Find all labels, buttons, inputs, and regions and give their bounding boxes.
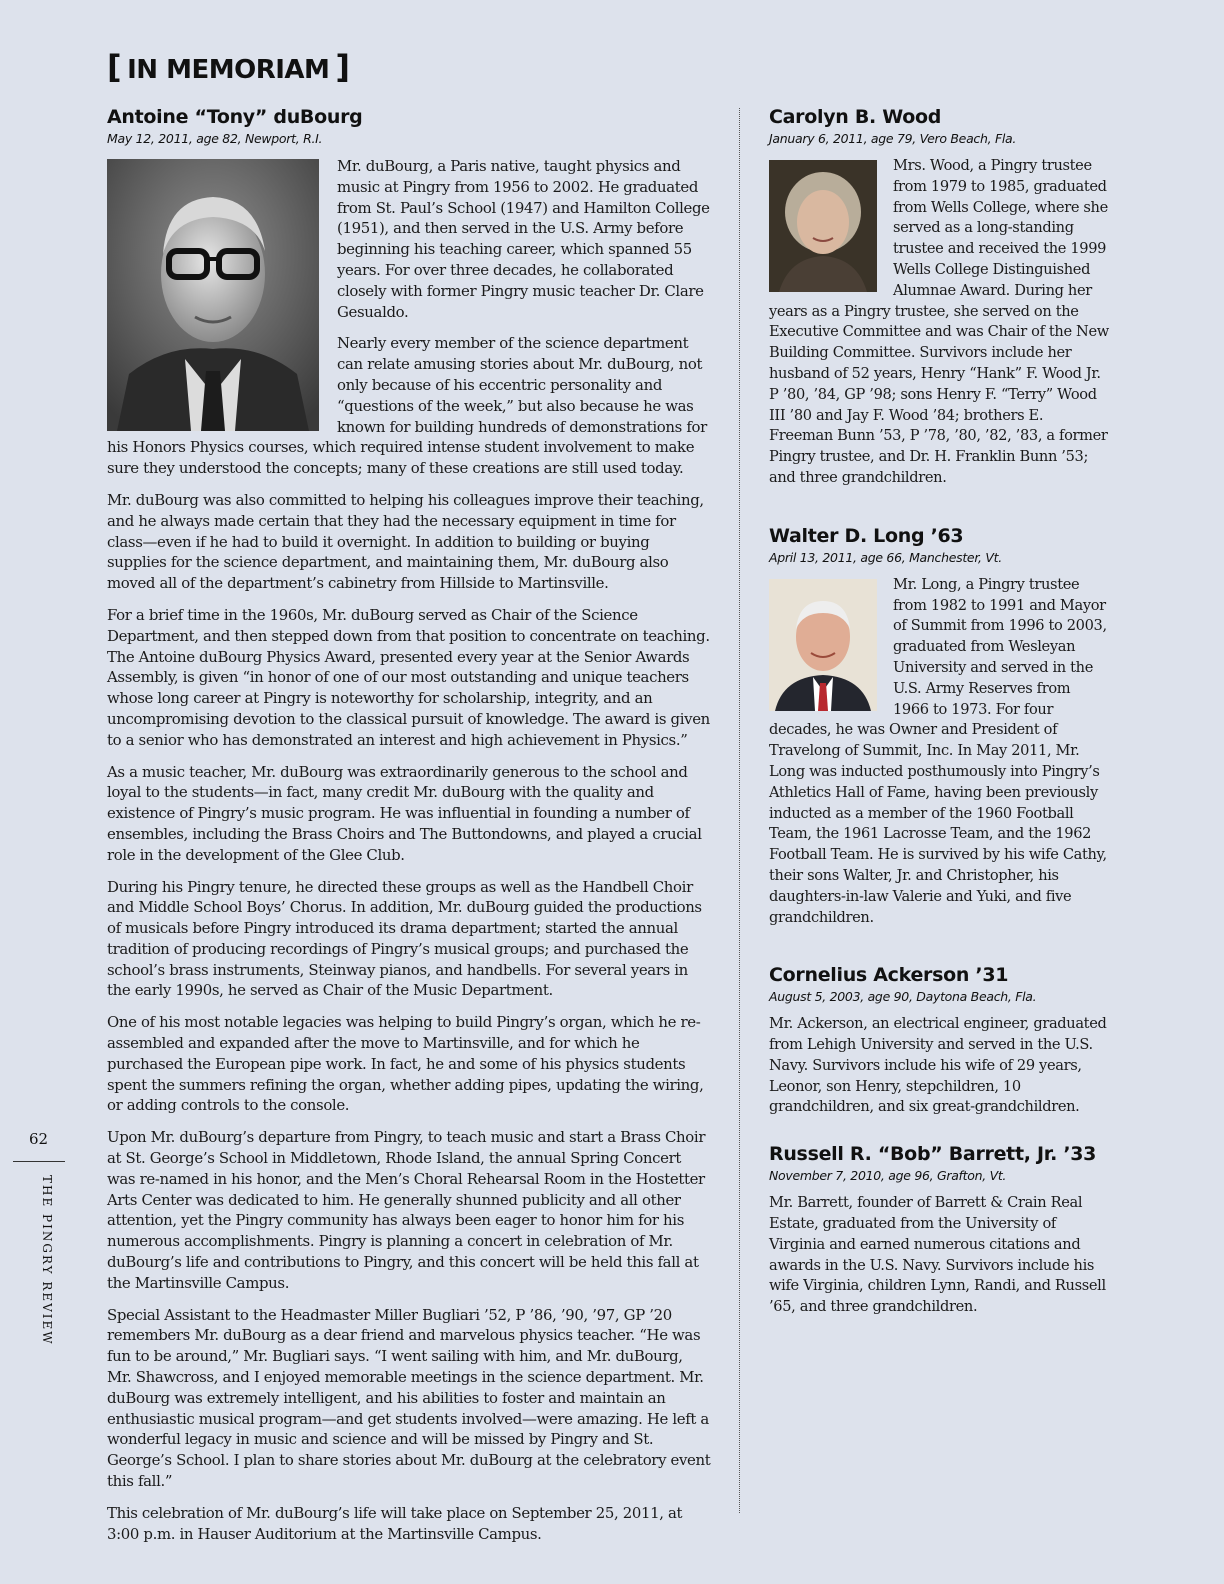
page-number: 62	[29, 1130, 49, 1148]
paragraph: One of his most notable legacies was helping to build Pingry’s organ, which he re-assembled and expanded after the move to Martinsville, and for which he purchased the European pipe work. In fact, he and some of his physics students spent the summers refining the organ, whether adding pipes, updating the wiring, or adding controls to the console.	[107, 1013, 704, 1115]
obituary-name: Cornelius Ackerson ’31	[769, 964, 1009, 987]
obituary-dateline: April 13, 2011, age 66, Manchester, Vt.	[769, 549, 1002, 565]
obituary-name: Antoine “Tony” duBourg	[107, 106, 363, 128]
main-obituary	[107, 105, 711, 1555]
obituary-text: Mr. Barrett, founder of Barrett & Crain Real Estate, graduated from the University of Virginia and earned numerous citations and awards in the U.S. Navy. Survivors include his wife Virginia, children Lynn, Randi, and Russell ’65, and three grandchildren.	[769, 1194, 1106, 1316]
obituary-entry	[769, 105, 1109, 500]
paragraph: Mr. duBourg, a Paris native, taught physics and music at Pingry from 1956 to 2002. He graduated from St. Paul’s School (1947) and Hamilton College (1951), and then served in the U.S. Army before beginning his teaching career, which spanned 55 years. For over three decades, he collaborated closely with former Pingry music teacher Dr. Clare Gesualdo.	[337, 157, 710, 321]
obituary-name: Walter D. Long ’63	[769, 524, 964, 547]
page-header	[107, 48, 350, 86]
portrait-photo	[769, 579, 877, 711]
portrait-photo	[107, 159, 319, 431]
paragraph: For a brief time in the 1960s, Mr. duBourg served as Chair of the Science Department, and then stepped down from that position to concentrate on teaching. The Antoine duBourg Physics Award, presented every year at the Senior Awards Assembly, is given “in honor of one of our most outstanding and unique teachers whose long career at Pingry is noteworthy for scholarship, integrity, and an uncompromising devotion to the classical pursuit of knowledge. The award is given to a senior who has demonstrated an interest and high achievement in Physics.”	[107, 605, 710, 749]
paragraph: Upon Mr. duBourg’s departure from Pingry, to teach music and start a Brass Choir at St. George’s School in Middletown, Rhode Island, the annual Spring Concert was re-named in his honor, and the Men’s Choral Rehearsal Room in the Hostetter Arts Center was dedicated to him. He generally shunned publicity and all other attention, yet the Pingry community has always been eager to honor him for his numerous accomplishments. Pingry is planning a concert in celebration of Mr. duBourg’s life and contributions to Pingry, and this concert will be held this fall at the Martinsville Campus.	[107, 1128, 706, 1292]
obituary-entry	[769, 1142, 1109, 1318]
page-title: IN MEMORIAM	[127, 55, 330, 85]
obituary-text: Mr. Long, a Pingry trustee from 1982 to 1991 and Mayor of Summit from 1996 to 2003, graduated from Wesleyan University and served in the U.S. Army Reserves from 1966 to 1973. For four decades, he was Owner and President of Travelong of Summit, Inc. In May 2011, Mr. Long was inducted posthumously into Pingry’s Athletics Hall of Fame, having been previously inducted as a member of the 1960 Football Team, the 1961 Lacrosse Team, and the 1962 Football Team. He is survived by his wife Cathy, their sons Walter, Jr. and Christopher, his daughters-in-law Valerie and Yuki, and five grandchildren.	[769, 575, 1107, 926]
paragraph: As a music teacher, Mr. duBourg was extraordinarily generous to the school and loyal to the students—in fact, many credit Mr. duBourg with the quality and existence of Pingry’s music program. He was influential in founding a number of ensembles, including the Brass Choirs and The Buttondowns, and played a crucial role in the development of the Glee Club.	[107, 762, 702, 864]
paragraph: During his Pingry tenure, he directed these groups as well as the Handbell Choir and Middle School Boys’ Chorus. In addition, Mr. duBourg guided the productions of musicals before Pingry introduced its drama department; started the annual tradition of producing recordings of Pingry’s musical groups; and purchased the school’s brass instruments, Steinway pianos, and handbells. For several years in the early 1990s, he served as Chair of the Music Department.	[107, 877, 702, 1000]
obituary-dateline: November 7, 2010, age 96, Grafton, Vt.	[769, 1168, 1007, 1184]
paragraph: Special Assistant to the Headmaster Miller Bugliari ’52, P ’86, ’90, ’97, GP ’20 remembers Mr. duBourg as a dear friend and marvelous physics teacher. “He was fun to be around,” Mr. Bugliari says. “I went sailing with him, and Mr. duBourg, Mr. Shawcross, and I enjoyed memorable meetings in the science department. Mr. duBourg was extremely intelligent, and his abilities to foster and maintain an enthusiastic musical program—and get students involved—were amazing. He left a wonderful legacy in music and science and will be missed by Pingry and St. George’s School. I plan to share stories about Mr. duBourg at the celebratory event this fall.”	[107, 1305, 711, 1491]
column-divider	[739, 108, 740, 1513]
obituary-list	[769, 105, 1109, 1342]
obituary-dateline: August 5, 2003, age 90, Daytona Beach, Fla.	[769, 989, 1037, 1005]
obituary-text: Mr. Ackerson, an electrical engineer, graduated from Lehigh University and served in the U.S. Navy. Survivors include his wife of 29 years, Leonor, son Henry, stepchildren, 10 grandchildren, and six great-grandchildren.	[769, 1015, 1107, 1116]
obituary-entry	[769, 963, 1109, 1118]
portrait-photo	[769, 160, 877, 292]
obituary-dateline: May 12, 2011, age 82, Newport, R.I.	[107, 131, 323, 146]
paragraph: Nearly every member of the science department can relate amusing stories about Mr. duBourg, not only because of his eccentric personality and “questions of the week,” but also because he was known for building hundreds of demonstrations for his Honors Physics courses, which required intense student involvement to make sure they understood the concepts; many of these creations are still used today.	[107, 334, 707, 478]
header-bracket-close: ]	[335, 48, 350, 86]
paragraph: This celebration of Mr. duBourg’s life will take place on September 25, 2011, at 3:00 p.m. in Hauser Auditorium at the Martinsville Campus.	[107, 1503, 683, 1543]
obituary-name: Russell R. “Bob” Barrett, Jr. ’33	[769, 1143, 1097, 1166]
running-title: THE PINGRY REVIEW	[40, 1175, 54, 1346]
page-number-rule	[13, 1161, 65, 1162]
header-bracket-open: [	[107, 48, 122, 86]
obituary-dateline: January 6, 2011, age 79, Vero Beach, Fla.	[769, 131, 1017, 146]
obituary-text: Mrs. Wood, a Pingry trustee from 1979 to 1985, graduated from Wells College, where she served as a long-standing trustee and received the 1999 Wells College Distinguished Alumnae Award. During her years as a Pingry trustee, she served on the Executive Committee and was Chair of the New Building Committee. Survivors include her husband of 52 years, Henry “Hank” F. Wood Jr. P ’80, ’84, GP ’98; sons Henry F. “Terry” Wood III ’80 and Jay F. Wood ’84; brothers E. Freeman Bunn ’53, P ’78, ’80, ’82, ’83, a former Pingry trustee, and Dr. H. Franklin Bunn ’53; and three grandchildren.	[769, 157, 1109, 486]
paragraph: Mr. duBourg was also committed to helping his colleagues improve their teaching, and he always made certain that they had the necessary equipment in time for class—even if he had to build it overnight. In addition to building or buying supplies for the science department, and maintaining them, Mr. duBourg also moved all of the department’s cabinetry from Hillside to Martinsville.	[107, 490, 704, 593]
obituary-entry	[769, 524, 1109, 940]
obituary-name: Carolyn B. Wood	[769, 106, 942, 128]
